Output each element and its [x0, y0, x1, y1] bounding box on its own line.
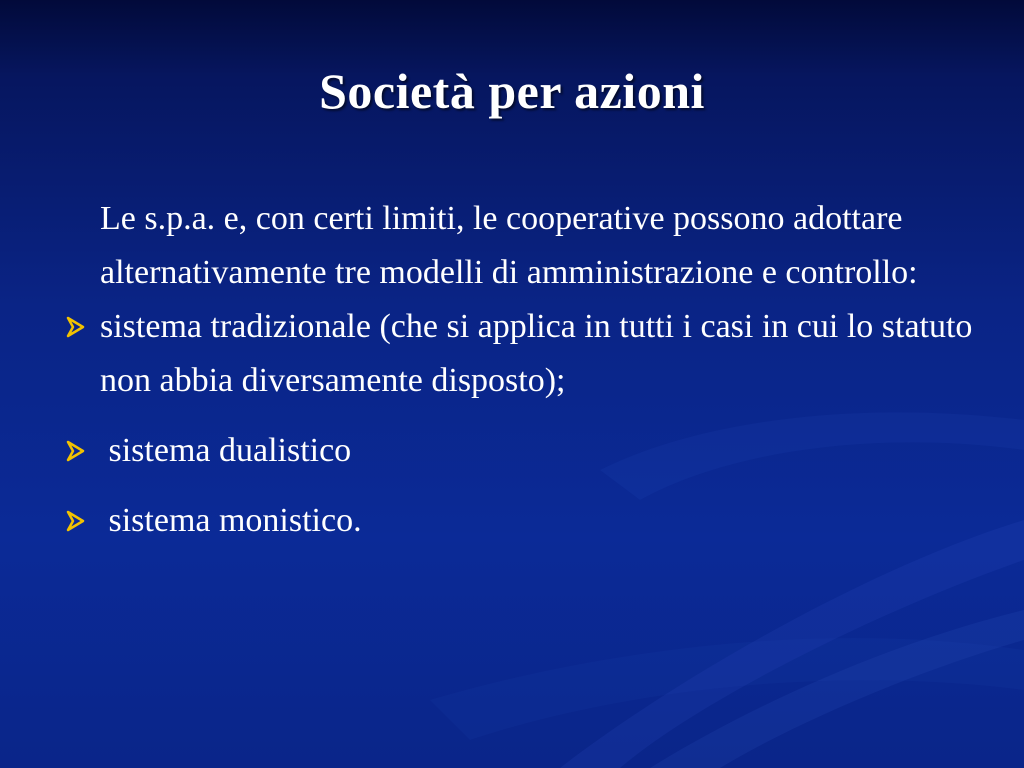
arrowhead-icon: [65, 315, 87, 339]
arrowhead-icon: [65, 509, 87, 533]
list-item-monistic: [60, 494, 990, 548]
slide-title: Società per azioni: [319, 63, 705, 119]
list-item-dualistic: [60, 424, 990, 478]
list-item-traditional: [60, 300, 990, 408]
arrowhead-icon: [65, 439, 87, 463]
bullet-text: sistema dualistico: [100, 432, 352, 469]
bullet-text: sistema tradizionale (che si applica in tutti i casi in cui lo statuto non abbia diversamente disposto);: [100, 308, 973, 399]
intro-paragraph: Le s.p.a. e, con certi limiti, le cooperative possono adottare alternativamente tre modelli di amministrazione e controllo:: [100, 200, 918, 291]
bullet-text: sistema monistico.: [100, 502, 362, 539]
slide-body: [60, 192, 990, 548]
